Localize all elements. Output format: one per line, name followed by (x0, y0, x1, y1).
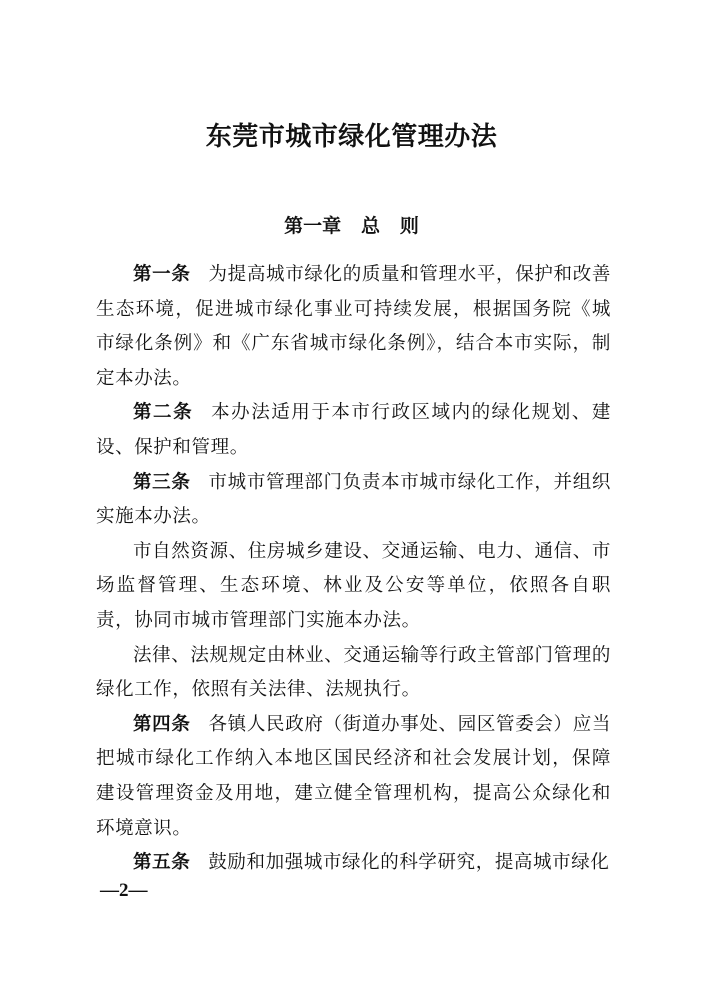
paragraph-text: 市自然资源、住房城乡建设、交通运输、电力、通信、市场监督管理、生态环境、林业及公安等单位，依照各自职责，协同市城市管理部门实施本办法。 (96, 540, 611, 631)
paragraph-text: 法律、法规规定由林业、交通运输等行政主管部门管理的绿化工作，依照有关法律、法规执行。 (96, 644, 611, 701)
chapter-heading: 第一章 总 则 (284, 215, 419, 237)
paragraph (96, 708, 611, 846)
paragraph (96, 535, 611, 639)
paragraph (96, 846, 611, 881)
page-number: —2— (100, 880, 148, 901)
article-number: 第二条 (133, 402, 194, 424)
paragraph (96, 639, 611, 708)
paragraph-text: 鼓励和加强城市绿化的科学研究，提高城市绿化 (208, 852, 610, 874)
article-number: 第一条 (133, 264, 191, 285)
article-number: 第三条 (133, 471, 191, 493)
paragraph-text: 市城市管理部门负责本市城市绿化工作，并组织实施本办法。 (96, 471, 611, 528)
paragraph (96, 258, 611, 396)
document-title: 东莞市城市绿化管理办法 (205, 122, 498, 152)
document-body (96, 258, 611, 881)
article-number: 第五条 (133, 852, 191, 874)
paragraph (96, 396, 611, 465)
article-number: 第四条 (133, 713, 191, 735)
paragraph-text: 各镇人民政府（街道办事处、园区管委会）应当把城市绿化工作纳入本地区国民经济和社会发展计划，保障建设管理资金及用地，建立健全管理机构，提高公众绿化和环境意识。 (96, 713, 611, 839)
paragraph (96, 466, 611, 535)
paragraph-text: 本办法适用于本市行政区域内的绿化规划、建设、保护和管理。 (96, 402, 611, 458)
paragraph-text: 为提高城市绿化的质量和管理水平，保护和改善生态环境，促进城市绿化事业可持续发展，根据国务院《城市绿化条例》和《广东省城市绿化条例》，结合本市实际，制定本办法。 (96, 264, 611, 389)
